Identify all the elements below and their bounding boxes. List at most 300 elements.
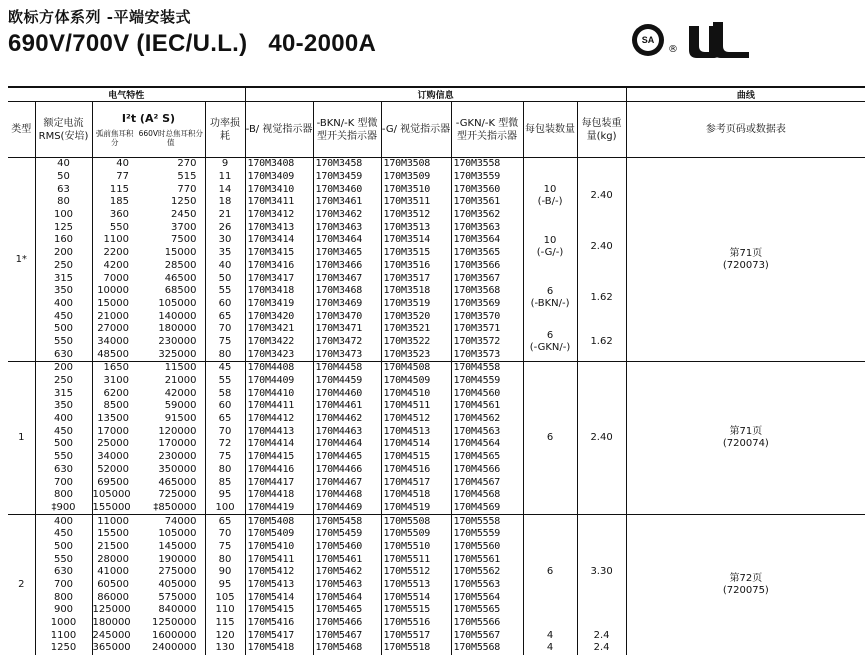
b-code-cell: 170M5415 [245,604,313,617]
b-code-cell: 170M3417 [245,272,313,285]
power-loss-cell: 100 [205,502,245,515]
gkn-code-cell: 170M4569 [451,502,523,515]
bkn-code-cell: 170M3472 [313,336,381,349]
bkn-code-cell: 170M4465 [313,451,381,464]
g-code-cell: 170M3514 [381,234,451,247]
g-code-cell: 170M4512 [381,413,451,426]
gkn-code-cell: 170M4563 [451,425,523,438]
i2t-arc-cell: 155000 [92,502,137,515]
i2t-arc-cell: 365000 [92,642,137,655]
gkn-code-cell: 170M5562 [451,566,523,579]
g-code-cell: 170M4509 [381,375,451,388]
col-reference: 参考页码或数据表 [626,102,865,158]
gkn-code-cell: 170M4567 [451,476,523,489]
gkn-code-cell: 170M3566 [451,260,523,273]
empty-cell [523,158,577,171]
bkn-code-cell: 170M3462 [313,209,381,222]
rated-current-cell: 315 [35,387,92,400]
i2t-arc-cell: 185 [92,196,137,209]
pack-qty: 4 [546,629,554,641]
pack-qty: 6 [546,329,554,341]
b-code-cell: 170M4415 [245,451,313,464]
b-code-cell: 170M5412 [245,566,313,579]
rated-current-cell: 500 [35,541,92,554]
power-loss-cell: 65 [205,515,245,528]
g-code-cell: 170M5509 [381,528,451,541]
bkn-code-cell: 170M5458 [313,515,381,528]
power-loss-cell: 72 [205,438,245,451]
b-code-cell: 170M5410 [245,541,313,554]
b-code-cell: 170M3415 [245,247,313,260]
pack-qty: 10 [543,184,557,196]
gkn-code-cell: 170M3558 [451,158,523,171]
gkn-code-cell: 170M3572 [451,336,523,349]
i2t-total-cell: 42000 [164,387,197,399]
gkn-code-cell: 170M5563 [451,579,523,592]
b-code-cell: 170M4411 [245,400,313,413]
rated-current-cell: ‡900 [35,502,92,515]
type-cell: 1* [8,158,35,362]
gkn-code-cell: 170M3561 [451,196,523,209]
bkn-code-cell: 170M3467 [313,272,381,285]
pack-variant: (-GKN/-) [529,341,571,353]
i2t-total-cell: 59000 [164,400,197,412]
i2t-total-cell: 405000 [158,579,197,591]
g-code-cell: 170M4511 [381,400,451,413]
bkn-code-cell: 170M5468 [313,642,381,655]
power-loss-cell: 14 [205,183,245,196]
group-ordering: 订购信息 [245,87,626,102]
empty-cell [577,158,626,171]
power-loss-cell: 70 [205,528,245,541]
i2t-total-cell: 190000 [158,553,197,565]
b-code-cell: 170M4413 [245,425,313,438]
gkn-code-cell: 170M4564 [451,438,523,451]
gkn-code-cell: 170M5560 [451,541,523,554]
gkn-code-cell: 170M3567 [451,272,523,285]
g-code-cell: 170M5517 [381,629,451,642]
page-title-cn: 欧标方体系列 -平端安装式 [8,8,191,26]
col-type: 类型 [8,102,35,158]
g-code-cell: 170M5518 [381,642,451,655]
i2t-total-cell: 145000 [158,540,197,552]
gkn-code-cell: 170M3562 [451,209,523,222]
rated-current-cell: 700 [35,476,92,489]
power-loss-cell: 65 [205,413,245,426]
g-code-cell: 170M5514 [381,591,451,604]
b-code-cell: 170M4409 [245,375,313,388]
col-rated-current [35,102,92,158]
rated-current-cell: 315 [35,272,92,285]
col-pack-weight: 每包装重量(kg) [577,102,626,158]
i2t-total-cell: 105000 [158,297,197,309]
rated-current-cell: 450 [35,310,92,323]
b-code-cell: 170M3408 [245,158,313,171]
reference-page: 第71页 [729,247,763,259]
bkn-code-cell: 170M3458 [313,158,381,171]
b-code-cell: 170M4412 [245,413,313,426]
power-loss-cell: 18 [205,196,245,209]
rated-current-cell: 1000 [35,617,92,630]
i2t-arc-cell: 10000 [92,285,137,298]
pack-weight-cell: 1.62 [577,323,626,362]
gkn-code-cell: 170M4562 [451,413,523,426]
g-code-cell: 170M4514 [381,438,451,451]
i2t-arc-cell: 25000 [92,438,137,451]
pack-weight-cell: 2.40 [577,362,626,515]
col-rated-current-rms: RMS(安培) [38,130,89,142]
bkn-code-cell: 170M5459 [313,528,381,541]
i2t-arc-cell: 21500 [92,541,137,554]
i2t-total-cell: 2450 [171,209,197,221]
g-code-cell: 170M5512 [381,566,451,579]
b-code-cell: 170M4419 [245,502,313,515]
gkn-code-cell: 170M5568 [451,642,523,655]
rated-current-cell: 550 [35,553,92,566]
b-code-cell: 170M5409 [245,528,313,541]
i2t-arc-cell: 105000 [92,489,137,502]
power-loss-cell: 60 [205,298,245,311]
rated-current-cell: 1100 [35,629,92,642]
pack-weight-cell: 1.62 [577,272,626,323]
i2t-arc-cell: 27000 [92,323,137,336]
power-loss-cell: 9 [205,158,245,171]
power-loss-cell: 70 [205,323,245,336]
g-code-cell: 170M4513 [381,425,451,438]
bkn-code-cell: 170M5467 [313,629,381,642]
col-rated-current-cn: 额定电流 [43,117,84,129]
i2t-total-cell: 350000 [158,463,197,475]
rated-current-cell: 450 [35,425,92,438]
rated-current-cell: 250 [35,260,92,273]
pack-qty: 6 [546,285,554,297]
i2t-total-cell: 575000 [158,591,197,603]
col-i2t-arc: 弧前焦耳积分 [96,129,134,147]
g-code-cell: 170M5513 [381,579,451,592]
type-cell: 1 [8,362,35,515]
pack-weight-cell: 2.4 [577,642,626,655]
i2t-arc-cell: 4200 [92,260,137,273]
gkn-code-cell: 170M4568 [451,489,523,502]
g-code-cell: 170M3517 [381,272,451,285]
power-loss-cell: 80 [205,464,245,477]
power-loss-cell: 21 [205,209,245,222]
type-cell: 2 [8,515,35,655]
power-loss-cell: 45 [205,362,245,375]
i2t-total-cell: ‡850000 [153,501,197,513]
i2t-arc-cell: 21000 [92,310,137,323]
i2t-total-cell: 140000 [158,310,197,322]
i2t-arc-cell: 125000 [92,604,137,617]
i2t-arc-cell: 550 [92,221,137,234]
pack-qty-cell [523,362,577,515]
b-code-cell: 170M5413 [245,579,313,592]
col-power-loss: 功率损耗 [205,102,245,158]
power-loss-cell: 70 [205,425,245,438]
power-loss-cell: 75 [205,451,245,464]
i2t-arc-cell: 115 [92,183,137,196]
g-code-cell: 170M3518 [381,285,451,298]
b-code-cell: 170M3414 [245,234,313,247]
gkn-code-cell: 170M3568 [451,285,523,298]
power-loss-cell: 58 [205,387,245,400]
bkn-code-cell: 170M5465 [313,604,381,617]
bkn-code-cell: 170M4459 [313,375,381,388]
b-code-cell: 170M4414 [245,438,313,451]
group-header-row [8,87,865,102]
power-loss-cell: 80 [205,553,245,566]
col-gkn: -GKN/-K 型微型开关指示器 [451,102,523,158]
rated-current-cell: 350 [35,285,92,298]
gkn-code-cell: 170M5564 [451,591,523,604]
g-code-cell: 170M5511 [381,553,451,566]
g-code-cell: 170M3522 [381,336,451,349]
gkn-code-cell: 170M4561 [451,400,523,413]
ul-certification-icon [683,20,755,60]
bkn-code-cell: 170M3473 [313,348,381,361]
i2t-arc-cell: 40 [92,158,137,171]
i2t-arc-cell: 1650 [92,362,137,375]
gkn-code-cell: 170M4559 [451,375,523,388]
power-loss-cell: 35 [205,247,245,260]
i2t-arc-cell: 41000 [92,566,137,579]
pack-qty: 4 [546,642,554,654]
i2t-arc-cell: 52000 [92,464,137,477]
g-code-cell: 170M3523 [381,348,451,361]
power-loss-cell: 50 [205,272,245,285]
gkn-code-cell: 170M5565 [451,604,523,617]
i2t-arc-cell: 15500 [92,528,137,541]
gkn-code-cell: 170M4566 [451,464,523,477]
i2t-total-cell: 15000 [164,247,197,259]
bkn-code-cell: 170M3459 [313,171,381,184]
gkn-code-cell: 170M5566 [451,617,523,630]
i2t-total-cell: 770 [177,183,197,195]
b-code-cell: 170M5408 [245,515,313,528]
i2t-arc-cell: 15000 [92,298,137,311]
i2t-total-cell: 230000 [158,451,197,463]
i2t-arc-cell: 60500 [92,579,137,592]
i2t-total-cell: 105000 [158,528,197,540]
b-code-cell: 170M5414 [245,591,313,604]
csa-mark-text: SA [637,29,659,51]
i2t-arc-cell: 17000 [92,425,137,438]
i2t-total-cell: 91500 [164,413,197,425]
rated-current-cell: 160 [35,234,92,247]
bkn-code-cell: 170M3466 [313,260,381,273]
i2t-arc-cell: 360 [92,209,137,222]
table-row [8,362,865,375]
b-code-cell: 170M4417 [245,476,313,489]
gkn-code-cell: 170M5567 [451,629,523,642]
b-code-cell: 170M4416 [245,464,313,477]
gkn-code-cell: 170M4558 [451,362,523,375]
pack-weight-cell: 2.4 [577,629,626,642]
i2t-total-cell: 230000 [158,335,197,347]
i2t-total-cell: 180000 [158,323,197,335]
i2t-arc-cell: 2200 [92,247,137,260]
g-code-cell: 170M3516 [381,260,451,273]
bkn-code-cell: 170M5463 [313,579,381,592]
rated-current-cell: 50 [35,171,92,184]
reference-page: 第71页 [729,426,763,438]
bkn-code-cell: 170M5461 [313,553,381,566]
rated-current-cell: 250 [35,375,92,388]
bkn-code-cell: 170M3461 [313,196,381,209]
bkn-code-cell: 170M3469 [313,298,381,311]
bkn-code-cell: 170M3465 [313,247,381,260]
i2t-arc-cell: 1100 [92,234,137,247]
power-loss-cell: 105 [205,591,245,604]
power-loss-cell: 110 [205,604,245,617]
power-loss-cell: 75 [205,336,245,349]
reference-sheet: (720073) [722,259,769,271]
bkn-code-cell: 170M3460 [313,183,381,196]
rated-current-cell: 550 [35,451,92,464]
rated-current-cell: 125 [35,221,92,234]
power-loss-cell: 65 [205,310,245,323]
i2t-arc-cell: 11000 [92,515,137,528]
pack-weight-cell: 3.30 [577,515,626,630]
bkn-code-cell: 170M4462 [313,413,381,426]
bkn-code-cell: 170M4468 [313,489,381,502]
power-loss-cell: 55 [205,375,245,388]
rated-current-cell: 40 [35,158,92,171]
reference-cell [626,362,865,515]
i2t-total-cell: 325000 [158,348,197,360]
table-row [8,515,865,528]
b-code-cell: 170M3422 [245,336,313,349]
i2t-total-cell: 1250000 [151,617,197,629]
col-i2t-title: I²t (A² S) [121,112,176,125]
b-code-cell: 170M3419 [245,298,313,311]
b-code-cell: 170M3410 [245,183,313,196]
i2t-arc-cell: 34000 [92,336,137,349]
i2t-arc-cell: 48500 [92,348,137,361]
i2t-total-cell: 120000 [158,425,197,437]
bkn-code-cell: 170M3463 [313,221,381,234]
power-loss-cell: 130 [205,642,245,655]
rated-current-cell: 200 [35,247,92,260]
i2t-total-cell: 840000 [158,604,197,616]
pack-qty-cell [523,515,577,630]
i2t-total-cell: 28500 [164,259,197,271]
rated-current-cell: 630 [35,348,92,361]
pack-qty: 6 [546,566,554,578]
i2t-arc-cell: 8500 [92,400,137,413]
rated-current-cell: 100 [35,209,92,222]
b-code-cell: 170M3411 [245,196,313,209]
pack-qty-cell [523,171,577,222]
rated-current-cell: 550 [35,336,92,349]
i2t-total-cell: 74000 [137,515,205,528]
b-code-cell: 170M3423 [245,348,313,361]
pack-qty-cell [523,272,577,323]
gkn-code-cell: 170M3569 [451,298,523,311]
gkn-code-cell: 170M3559 [451,171,523,184]
b-code-cell: 170M4408 [245,362,313,375]
pack-weight-cell: 2.40 [577,221,626,272]
rated-current-cell: 63 [35,183,92,196]
pack-qty-cell [523,323,577,362]
reference-cell [626,158,865,362]
bkn-code-cell: 170M5462 [313,566,381,579]
i2t-total-cell: 46500 [164,272,197,284]
b-code-cell: 170M5417 [245,629,313,642]
i2t-arc-cell: 6200 [92,387,137,400]
pack-weight-cell: 2.40 [577,171,626,222]
g-code-cell: 170M3509 [381,171,451,184]
bkn-code-cell: 170M4460 [313,387,381,400]
i2t-total-cell: 170000 [158,438,197,450]
i2t-total-cell: 68500 [164,285,197,297]
rated-current-cell: 450 [35,528,92,541]
rated-current-cell: 350 [35,400,92,413]
b-code-cell: 170M3421 [245,323,313,336]
pack-variant: (-G/-) [536,246,564,258]
rated-current-cell: 500 [35,323,92,336]
col-b-visual: -B/ 视觉指示器 [245,102,313,158]
pack-qty: 6 [546,432,554,444]
g-code-cell: 170M3521 [381,323,451,336]
b-code-cell: 170M4418 [245,489,313,502]
i2t-arc-cell: 7000 [92,272,137,285]
g-code-cell: 170M3519 [381,298,451,311]
gkn-code-cell: 170M5559 [451,528,523,541]
rated-current-cell: 400 [35,413,92,426]
rated-current-cell: 900 [35,604,92,617]
b-code-cell: 170M3413 [245,221,313,234]
bkn-code-cell: 170M4463 [313,425,381,438]
pack-qty-cell [523,629,577,642]
i2t-total-cell: 275000 [158,566,197,578]
b-code-cell: 170M3416 [245,260,313,273]
g-code-cell: 170M4519 [381,502,451,515]
gkn-code-cell: 170M3565 [451,247,523,260]
fuse-spec-table [8,86,865,655]
column-header-row [8,102,865,158]
i2t-total-cell: 270 [137,158,205,171]
col-pack-qty: 每包装数量 [523,102,577,158]
page-title-en: 690V/700V (IEC/U.L.) 40-2000A [8,30,377,57]
g-code-cell: 170M3513 [381,221,451,234]
bkn-code-cell: 170M5464 [313,591,381,604]
power-loss-cell: 120 [205,629,245,642]
g-code-cell: 170M3520 [381,310,451,323]
power-loss-cell: 95 [205,579,245,592]
reference-sheet: (720075) [722,585,769,597]
power-loss-cell: 55 [205,285,245,298]
bkn-code-cell: 170M5460 [313,541,381,554]
gkn-code-cell: 170M3571 [451,323,523,336]
bkn-code-cell: 170M4466 [313,464,381,477]
rated-current-cell: 400 [35,515,92,528]
g-code-cell: 170M3511 [381,196,451,209]
bkn-code-cell: 170M3470 [313,310,381,323]
power-loss-cell: 30 [205,234,245,247]
i2t-arc-cell: 77 [92,171,137,184]
g-code-cell: 170M4516 [381,464,451,477]
gkn-code-cell: 170M3564 [451,234,523,247]
i2t-arc-cell: 86000 [92,591,137,604]
i2t-arc-cell: 180000 [92,617,137,630]
col-i2t [92,102,205,158]
i2t-total-cell: 725000 [158,489,197,501]
b-code-cell: 170M5416 [245,617,313,630]
b-code-cell: 170M3420 [245,310,313,323]
g-code-cell: 170M4510 [381,387,451,400]
pack-variant: (-BKN/-) [530,297,570,309]
